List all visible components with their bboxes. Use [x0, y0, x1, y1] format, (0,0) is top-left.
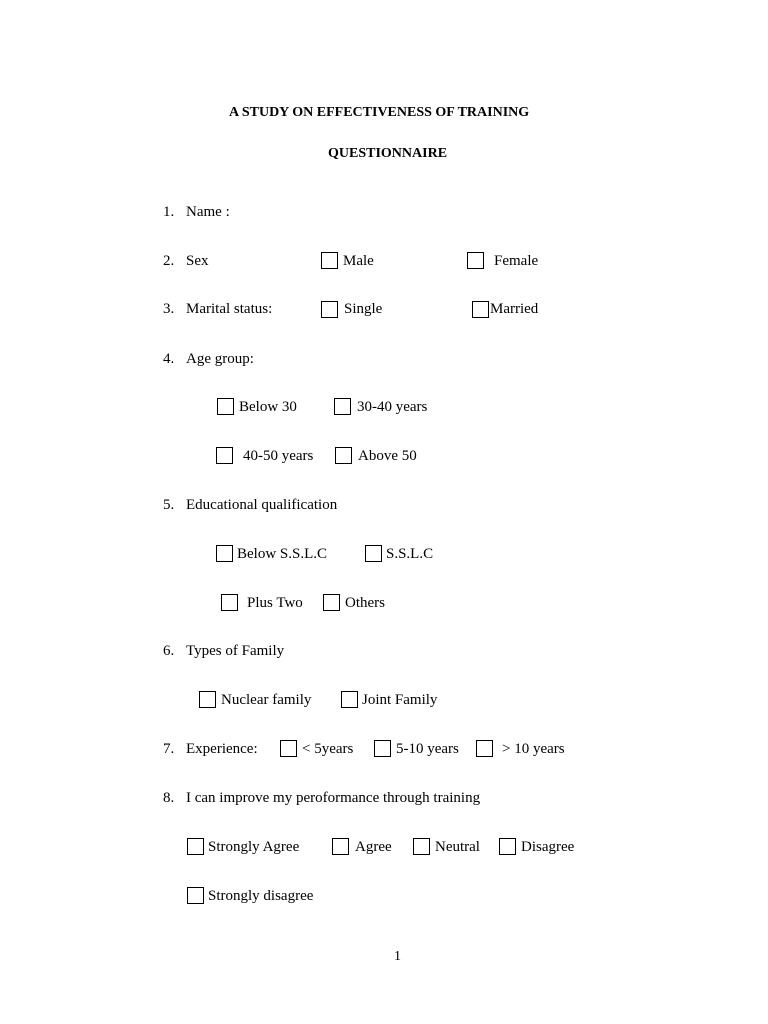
q7-number: 7. — [163, 741, 175, 757]
option-strongly-disagree: Strongly disagree — [208, 888, 314, 904]
option-married: Married — [490, 301, 539, 317]
checkbox-others[interactable] — [323, 594, 340, 611]
checkbox-below-sslc[interactable] — [216, 545, 233, 562]
option-plus-two: Plus Two — [247, 595, 303, 611]
q3-number: 3. — [163, 301, 175, 317]
q3-label: Marital status: — [186, 301, 273, 317]
checkbox-strongly-agree[interactable] — [187, 838, 204, 855]
option-below-30: Below 30 — [239, 399, 297, 415]
checkbox-single[interactable] — [321, 301, 338, 318]
q1-label: Name : — [186, 204, 230, 220]
document-subtitle: QUESTIONNAIRE — [328, 146, 448, 161]
checkbox-below-30[interactable] — [217, 398, 234, 415]
option-nuclear-family: Nuclear family — [221, 692, 312, 708]
checkbox-5-10-years[interactable] — [374, 740, 391, 757]
checkbox-male[interactable] — [321, 252, 338, 269]
q2-number: 2. — [163, 253, 175, 269]
page-number: 1 — [394, 949, 401, 964]
option-others: Others — [345, 595, 385, 611]
option-less-5years: < 5years — [302, 741, 354, 757]
checkbox-less-5years[interactable] — [280, 740, 297, 757]
option-female: Female — [494, 253, 539, 269]
q5-number: 5. — [163, 497, 175, 513]
checkbox-40-50-years[interactable] — [216, 447, 233, 464]
checkbox-above-50[interactable] — [335, 447, 352, 464]
checkbox-nuclear-family[interactable] — [199, 691, 216, 708]
option-30-40-years: 30-40 years — [357, 399, 428, 415]
checkbox-disagree[interactable] — [499, 838, 516, 855]
option-5-10-years: 5-10 years — [396, 741, 459, 757]
q1-number: 1. — [163, 204, 175, 220]
q6-number: 6. — [163, 643, 175, 659]
option-male: Male — [343, 253, 374, 269]
option-strongly-agree: Strongly Agree — [208, 839, 300, 855]
q4-number: 4. — [163, 351, 175, 367]
option-sslc: S.S.L.C — [386, 546, 434, 562]
checkbox-joint-family[interactable] — [341, 691, 358, 708]
option-agree: Agree — [355, 839, 392, 855]
q5-label: Educational qualification — [186, 497, 338, 513]
checkbox-female[interactable] — [467, 252, 484, 269]
q8-number: 8. — [163, 790, 175, 806]
q6-label: Types of Family — [186, 643, 285, 659]
q8-label: I can improve my peroformance through training — [186, 790, 481, 806]
option-disagree: Disagree — [521, 839, 575, 855]
q2-label: Sex — [186, 253, 209, 269]
checkbox-agree[interactable] — [332, 838, 349, 855]
option-40-50-years: 40-50 years — [243, 448, 314, 464]
checkbox-more-10-years[interactable] — [476, 740, 493, 757]
checkbox-neutral[interactable] — [413, 838, 430, 855]
option-below-sslc: Below S.S.L.C — [237, 546, 328, 562]
q7-label: Experience: — [186, 741, 258, 757]
checkbox-sslc[interactable] — [365, 545, 382, 562]
option-more-10-years: > 10 years — [502, 741, 565, 757]
q4-label: Age group: — [186, 351, 254, 367]
option-above-50: Above 50 — [358, 448, 417, 464]
document-title: A STUDY ON EFFECTIVENESS OF TRAINING — [229, 105, 530, 120]
checkbox-30-40-years[interactable] — [334, 398, 351, 415]
option-joint-family: Joint Family — [362, 692, 438, 708]
option-single: Single — [344, 301, 383, 317]
checkbox-plus-two[interactable] — [221, 594, 238, 611]
option-neutral: Neutral — [435, 839, 480, 855]
checkbox-married[interactable] — [472, 301, 489, 318]
checkbox-strongly-disagree[interactable] — [187, 887, 204, 904]
